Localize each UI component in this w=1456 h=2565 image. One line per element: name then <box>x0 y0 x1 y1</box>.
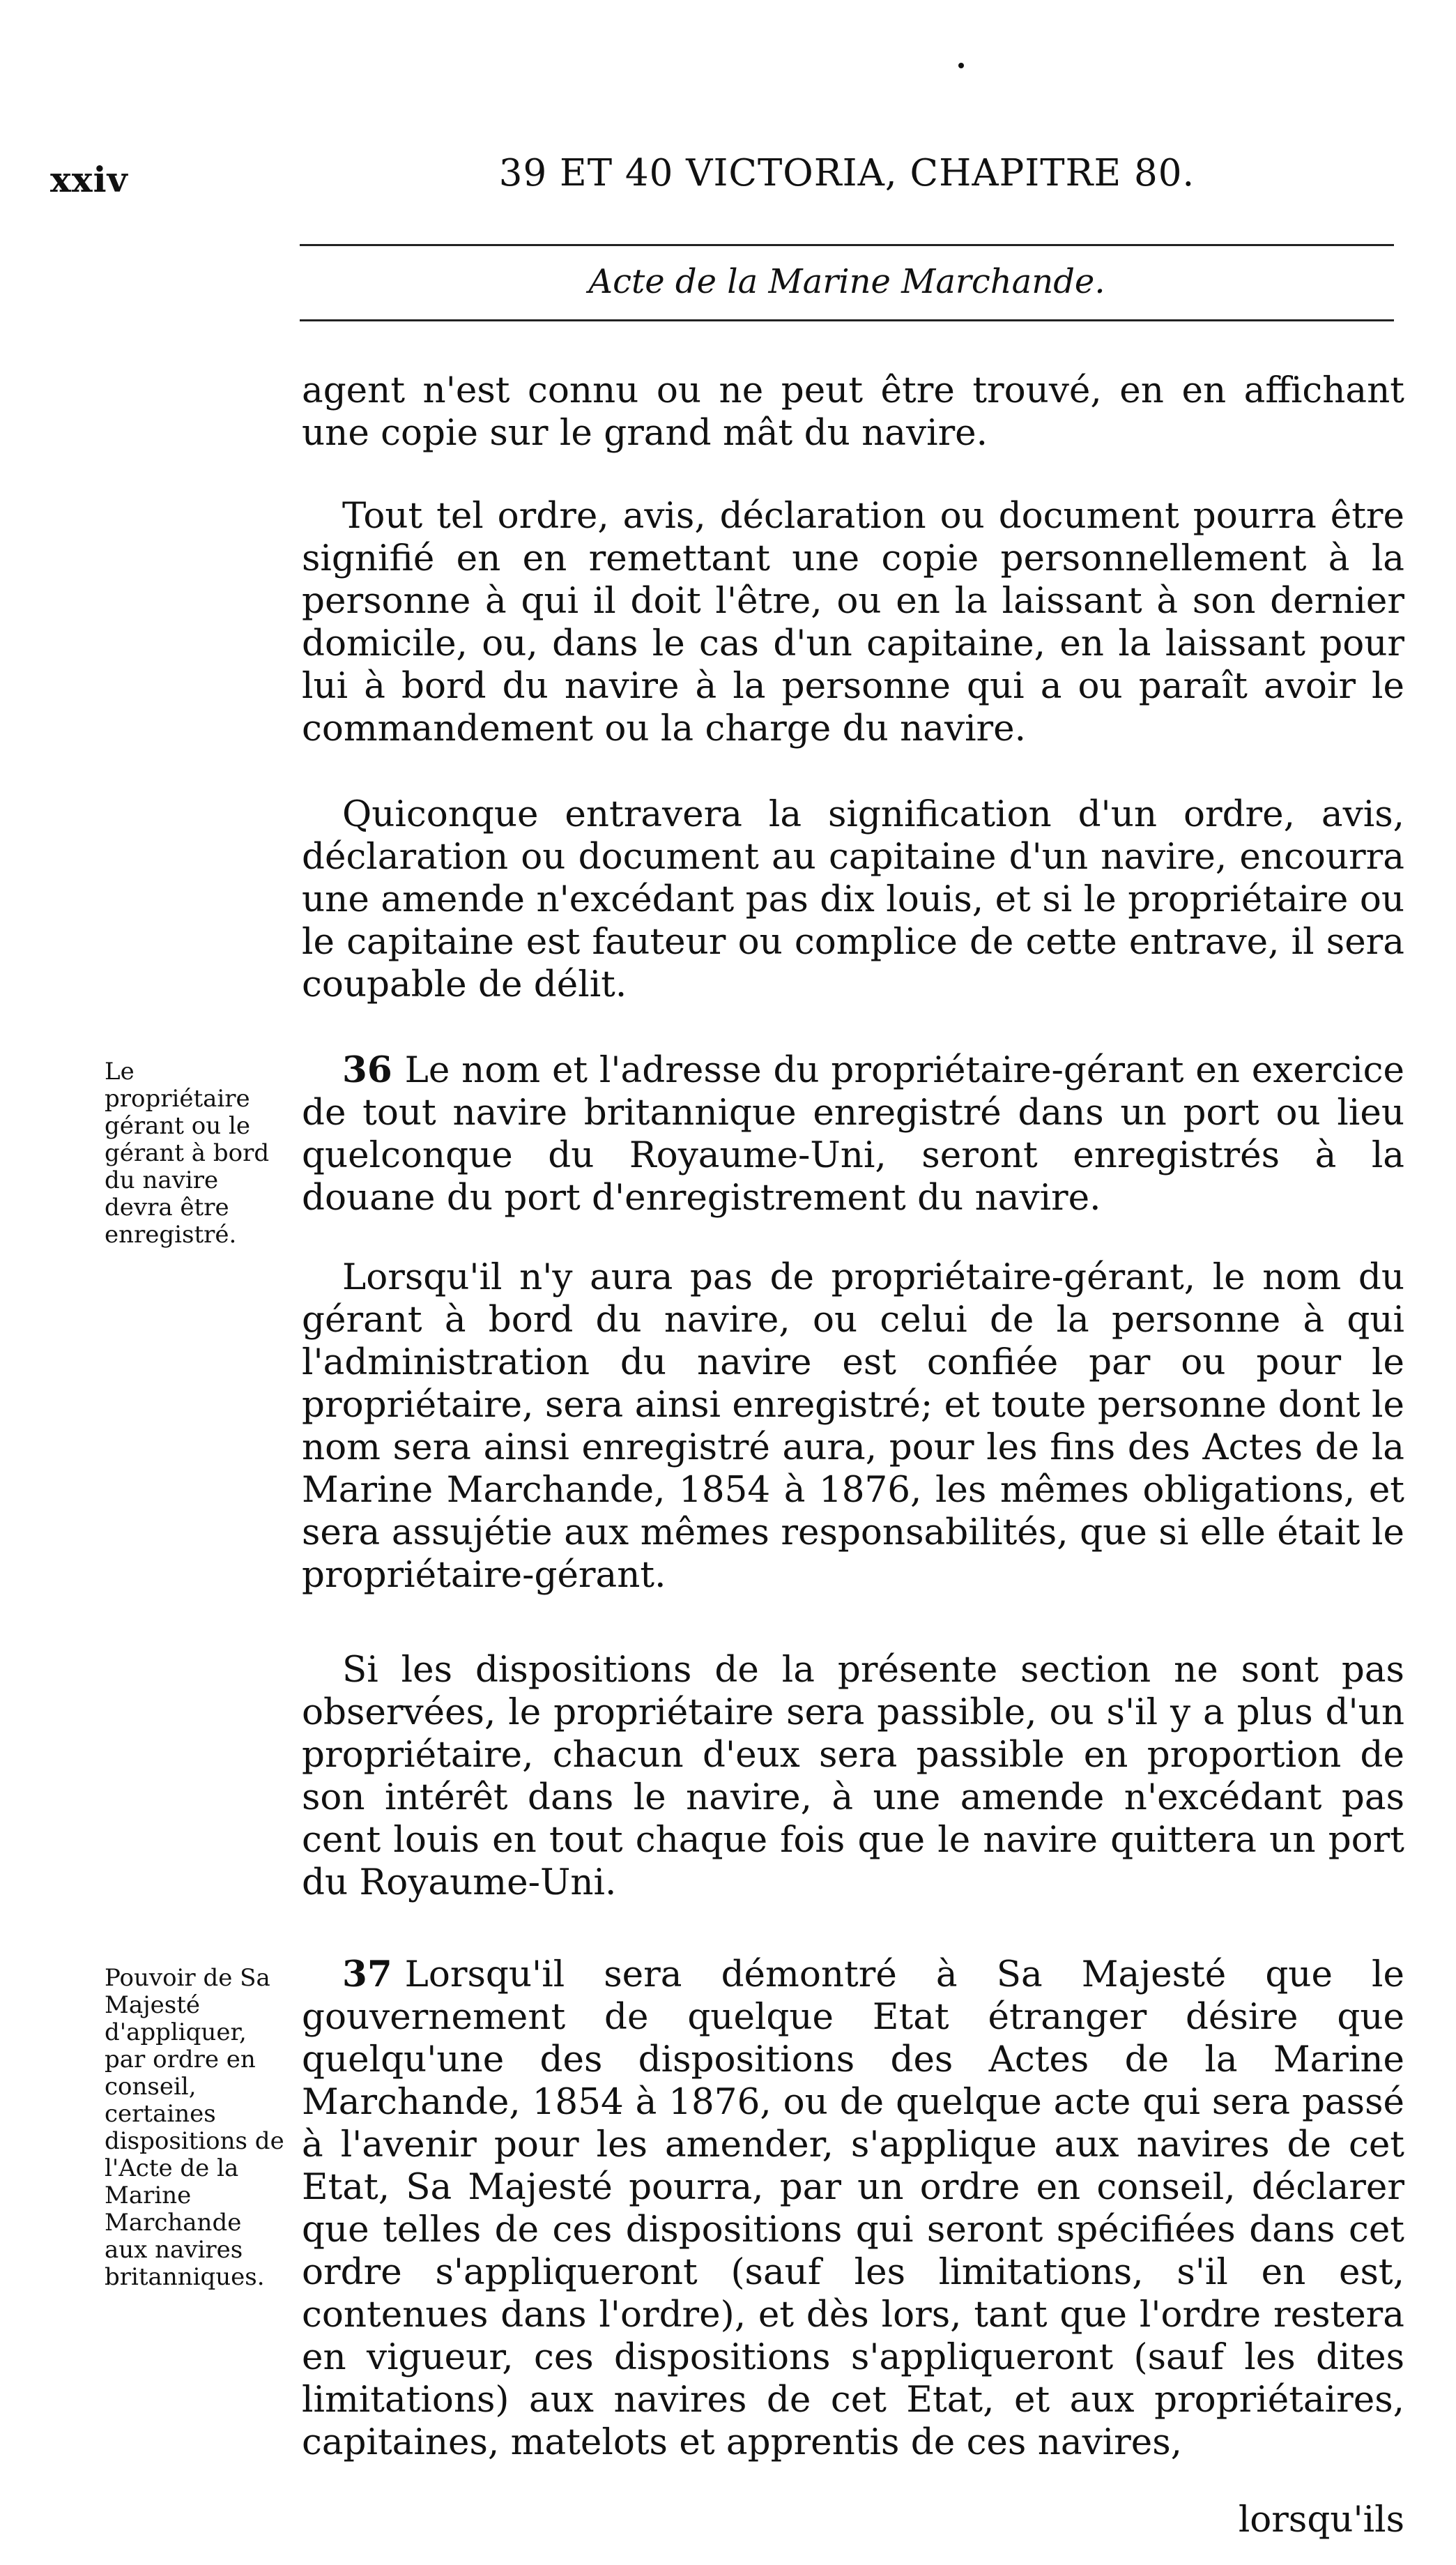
section-36 <box>302 1049 1404 1219</box>
paragraph-service-of-notice: Tout tel ordre, avis, déclaration ou document pourra être signifié en en remettant une copie personnellement à la personne à qui il doit l'être, ou en la laissant à son dernier domicile, ou, dans le cas d'un capitaine, en la laissant pour lui à bord du navire à la personne qui a ou paraît avoir le commandement ou la charge du navire. <box>302 495 1404 749</box>
section-37 <box>302 1954 1404 2464</box>
section-37-number: 37 <box>342 1954 392 1995</box>
marginal-note-section-36: Le propriétaire gérant ou le gérant à bord du navire devra être enregistré. <box>105 1058 270 1249</box>
section-37-text: Lorsqu'il sera démontré à Sa Majesté que le gouvernement de quelque Etat étranger désire que quelqu'une des dispositions des Actes de la Marine Marchande, 1854 à 1876, ou de quelque acte qui sera passé à l'avenir pour les amender, s'applique aux navires de cet Etat, Sa Majesté pourra, par un ordre en conseil, déclarer que telles de ces dispositions qui seront spécifiées dans cet ordre s'appliqueront (sauf les limitations, s'il en est, contenues dans l'ordre), et dès lors, tant que l'ordre restera en vigueur, ces dispositions s'appliqueront (sauf les dites limitations) aux navires de cet Etat, et aux propriétaires, capitaines, matelots et apprentis de ces navires, <box>302 1954 1404 2463</box>
running-title: 39 ET 40 VICTORIA, CHAPITRE 80. <box>498 152 1195 195</box>
paragraph-obstruction-penalty: Quiconque entravera la signification d'un ordre, avis, déclaration ou document au capitaine d'un navire, encourra une amende n'excédant pas dix louis, et si le propriétaire ou le capitaine est fauteur ou complice de cette entrave, il sera coupable de délit. <box>302 793 1404 1005</box>
header-rule-top <box>300 244 1394 246</box>
page-number: xxiv <box>50 159 128 200</box>
section-36-number: 36 <box>342 1049 392 1091</box>
marginal-note-section-37: Pouvoir de Sa Majesté d'appliquer, par ordre en conseil, certaines dispositions de l'Acte de la Marine Marchande aux navires britanniques. <box>105 1964 284 2291</box>
catchword: lorsqu'ils <box>1238 2499 1404 2541</box>
act-title: Acte de la Marine Marchande. <box>588 262 1105 301</box>
paragraph-continuation: agent n'est connu ou ne peut être trouvé, en en affichant une copie sur le grand mât du navire. <box>302 370 1404 454</box>
header-rule-bottom <box>300 319 1394 321</box>
paragraph-section-36-penalty: Si les dispositions de la présente section ne sont pas observées, le propriétaire sera passible, ou s'il y a plus d'un propriétaire, chacun d'eux sera passible en proportion de son intérêt dans le navire, à une amende n'excédant pas cent louis en tout chaque fois que le navire quittera un port du Royaume-Uni. <box>302 1649 1404 1903</box>
section-36-text: Le nom et l'adresse du propriétaire-gérant en exercice de tout navire britannique enregistré dans un port ou lieu quelconque du Royaume-Uni, seront enregistrés à la douane du port d'enregistrement du navire. <box>302 1049 1404 1219</box>
print-speck <box>958 63 964 68</box>
paragraph-no-managing-owner: Lorsqu'il n'y aura pas de propriétaire-gérant, le nom du gérant à bord du navire, ou celui de la personne à qui l'administration du navire est confiée par ou pour le propriétaire, sera ainsi enregistré; et toute personne dont le nom sera ainsi enregistré aura, pour les fins des Actes de la Marine Marchande, 1854 à 1876, les mêmes obligations, et sera assujétie aux mêmes responsabilités, que si elle était le propriétaire-gérant. <box>302 1256 1404 1596</box>
